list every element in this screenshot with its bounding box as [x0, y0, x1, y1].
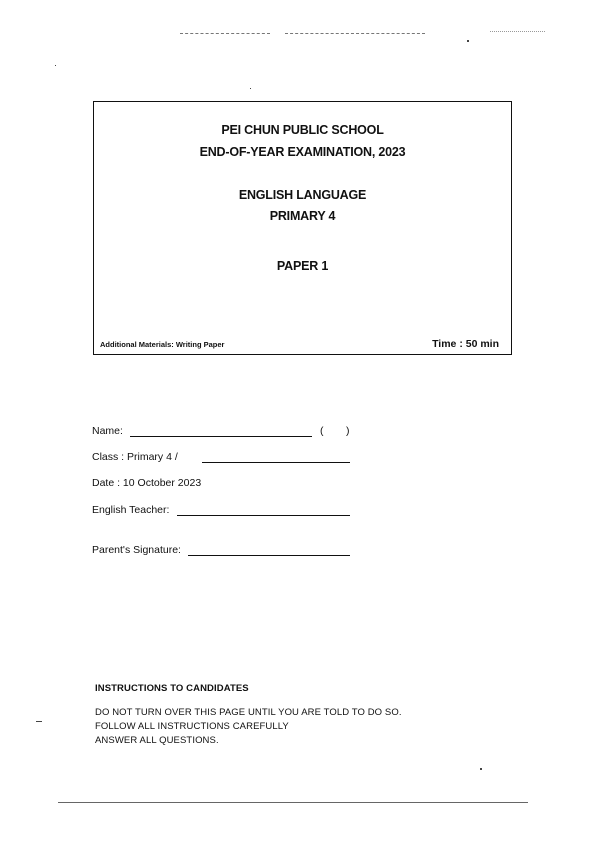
instruction-line: FOLLOW ALL INSTRUCTIONS CAREFULLY — [95, 721, 289, 732]
paper-title: PAPER 1 — [276, 259, 329, 273]
name-label: Name: — [92, 425, 123, 437]
subject-title: ENGLISH LANGUAGE — [238, 188, 367, 202]
school-name: PEI CHUN PUBLIC SCHOOL — [221, 123, 384, 137]
class-blank[interactable] — [202, 462, 350, 463]
class-label: Class : Primary 4 / — [92, 451, 178, 463]
name-blank[interactable] — [130, 436, 312, 437]
scan-artifact-bottom — [58, 802, 528, 803]
level-title: PRIMARY 4 — [269, 209, 336, 223]
scan-speck — [55, 65, 56, 66]
scan-artifact-top-left — [180, 33, 270, 34]
instruction-line: ANSWER ALL QUESTIONS. — [95, 735, 219, 746]
instruction-line: DO NOT TURN OVER THIS PAGE UNTIL YOU ARE TOLD TO DO SO. — [95, 707, 402, 718]
instructions-heading: INSTRUCTIONS TO CANDIDATES — [95, 683, 249, 694]
exam-date: Date : 10 October 2023 — [92, 477, 202, 489]
signature-label: Parent's Signature: — [92, 544, 181, 556]
scan-speck — [480, 768, 482, 770]
scan-artifact-top-mid — [285, 33, 425, 34]
index-paren-open: ( — [320, 425, 324, 437]
additional-materials: Additional Materials: Writing Paper — [100, 340, 225, 349]
exam-header-box — [93, 101, 512, 355]
teacher-blank[interactable] — [177, 515, 350, 516]
scan-speck — [250, 88, 251, 89]
teacher-label: English Teacher: — [92, 504, 170, 516]
scan-artifact-top-right — [490, 31, 545, 32]
scan-speck — [36, 721, 42, 722]
exam-title: END-OF-YEAR EXAMINATION, 2023 — [199, 145, 406, 159]
index-paren-close: ) — [346, 425, 350, 437]
exam-duration: Time : 50 min — [432, 338, 499, 350]
signature-blank[interactable] — [188, 555, 350, 556]
scan-speck — [467, 40, 469, 42]
